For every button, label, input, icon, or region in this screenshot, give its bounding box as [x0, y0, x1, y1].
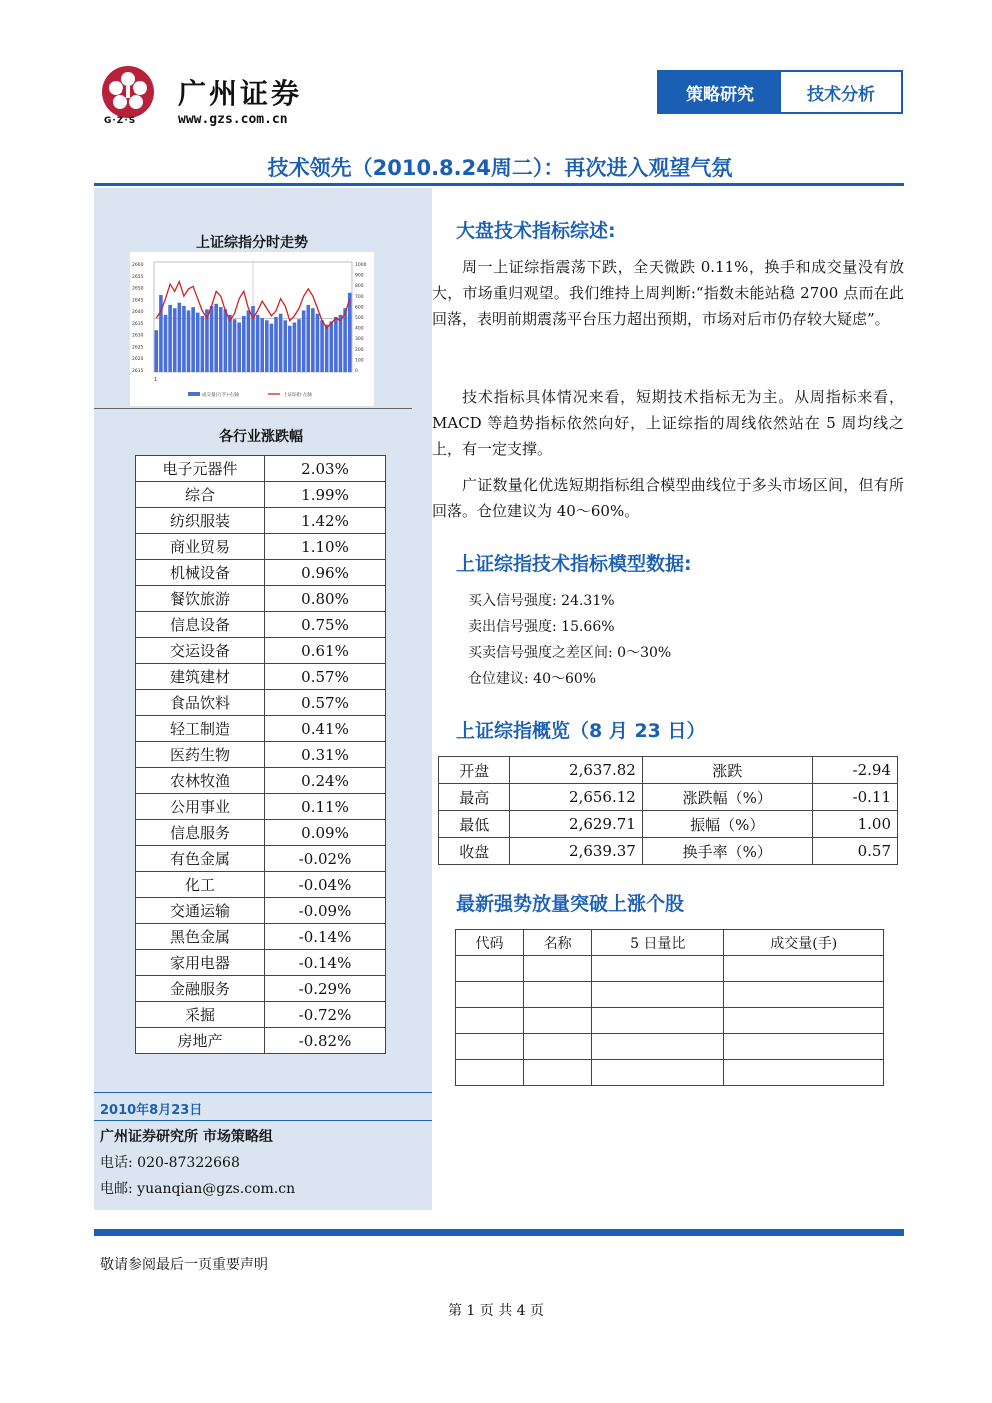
volume-bar — [265, 320, 269, 372]
stock-cell — [456, 1034, 524, 1060]
industry-row — [136, 612, 386, 638]
stock-cell — [456, 982, 524, 1008]
market-value: 2,629.71 — [510, 811, 642, 838]
market-summary-table — [438, 756, 898, 865]
stock-row — [456, 1034, 884, 1060]
model-line-position: 仓位建议: 40～60% — [468, 671, 597, 687]
y-left-tick: 2630 — [132, 333, 144, 339]
tag-technical: 技术分析 — [807, 84, 875, 105]
company-website[interactable]: www.gzs.com.cn — [178, 112, 288, 127]
stock-column-header: 代码 — [456, 930, 524, 956]
contact-phone: 电话: 020-87322668 — [100, 1155, 240, 1171]
industry-change: -0.14% — [265, 950, 386, 976]
intraday-chart-svg — [130, 252, 374, 406]
volume-bar — [288, 326, 292, 372]
industry-table-title: 各行业涨跌幅 — [219, 429, 303, 445]
model-line-diff: 买卖信号强度之差区间: 0～30% — [468, 645, 672, 661]
stock-cell — [592, 1034, 724, 1060]
industry-name: 电子元器件 — [136, 456, 265, 482]
industry-name: 医药生物 — [136, 742, 265, 768]
stock-column-header: 5 日量比 — [592, 930, 724, 956]
y-right-tick: 100 — [355, 358, 364, 364]
sidebar-divider — [94, 1092, 432, 1093]
market-value: 2,637.82 — [510, 757, 642, 784]
stock-header-row — [456, 930, 884, 956]
industry-change: 0.57% — [265, 664, 386, 690]
market-value: 1.00 — [812, 811, 897, 838]
industry-name: 金融服务 — [136, 976, 265, 1002]
industry-name: 采掘 — [136, 1002, 265, 1028]
y-left-tick: 2660 — [132, 263, 144, 268]
stock-cell — [724, 956, 884, 982]
industry-name: 化工 — [136, 872, 265, 898]
volume-bar — [228, 315, 232, 372]
industry-row — [136, 690, 386, 716]
volume-bar — [334, 317, 338, 372]
stock-cell — [724, 1034, 884, 1060]
chart-title: 上证综指分时走势 — [196, 235, 308, 251]
market-row — [439, 811, 898, 838]
industry-name: 食品饮料 — [136, 690, 265, 716]
stock-row — [456, 1060, 884, 1086]
volume-bar — [316, 314, 320, 372]
y-left-tick: 2635 — [132, 321, 144, 327]
industry-name: 黑色金属 — [136, 924, 265, 950]
volume-bar — [302, 310, 306, 372]
industry-name: 家用电器 — [136, 950, 265, 976]
volume-bar — [339, 315, 343, 372]
industry-name: 综合 — [136, 482, 265, 508]
stock-cell — [524, 1008, 592, 1034]
industry-change: -0.72% — [265, 1002, 386, 1028]
industry-change: 0.41% — [265, 716, 386, 742]
volume-bar — [210, 306, 214, 372]
volume-bar — [260, 318, 264, 372]
market-value: -2.94 — [812, 757, 897, 784]
volume-bar — [233, 319, 237, 372]
y-left-tick: 2620 — [132, 357, 144, 363]
market-value: 2,639.37 — [510, 838, 642, 865]
market-row — [439, 838, 898, 865]
volume-bar — [279, 314, 283, 372]
market-label: 开盘 — [439, 757, 510, 784]
market-label: 涨跌幅（%） — [642, 784, 812, 811]
industry-row — [136, 768, 386, 794]
y-right-tick: 600 — [355, 305, 364, 311]
market-value: -0.11 — [812, 784, 897, 811]
industry-name: 房地产 — [136, 1028, 265, 1054]
stock-cell — [524, 956, 592, 982]
industry-row — [136, 482, 386, 508]
title-divider — [94, 183, 904, 186]
stock-cell — [524, 1060, 592, 1086]
market-row — [439, 757, 898, 784]
industry-change: -0.02% — [265, 846, 386, 872]
industry-change: 2.03% — [265, 456, 386, 482]
volume-bar — [343, 308, 347, 372]
intraday-chart — [130, 252, 374, 406]
volume-bar — [274, 317, 278, 372]
industry-name: 农林牧渔 — [136, 768, 265, 794]
volume-bar — [178, 303, 182, 372]
contact-email[interactable]: 电邮: yuanqian@gzs.com.cn — [100, 1181, 296, 1197]
volume-bar — [224, 309, 228, 372]
industry-change: 0.24% — [265, 768, 386, 794]
industry-name: 机械设备 — [136, 560, 265, 586]
legend-index-label: 上证综指-左轴 — [283, 393, 312, 398]
volume-bar — [256, 315, 260, 372]
industry-name: 交运设备 — [136, 638, 265, 664]
y-right-tick: 300 — [355, 337, 364, 343]
y-left-tick: 2615 — [132, 369, 144, 374]
overview-heading: 大盘技术指标综述: — [456, 220, 616, 242]
industry-name: 建筑建材 — [136, 664, 265, 690]
industry-row — [136, 976, 386, 1002]
volume-bar — [182, 306, 186, 372]
sidebar-divider — [94, 1120, 432, 1121]
industry-row — [136, 742, 386, 768]
stock-row — [456, 1008, 884, 1034]
stock-cell — [456, 956, 524, 982]
volume-bar — [311, 308, 315, 372]
volume-bar — [247, 310, 251, 372]
industry-change: 0.61% — [265, 638, 386, 664]
stock-cell — [456, 1008, 524, 1034]
volume-bar — [325, 325, 329, 372]
industry-change: -0.14% — [265, 924, 386, 950]
industry-row — [136, 1028, 386, 1054]
company-abbr: G·Z·S — [104, 116, 137, 126]
industry-change: 0.80% — [265, 586, 386, 612]
market-label: 最高 — [439, 784, 510, 811]
volume-bar — [329, 321, 333, 372]
industry-row — [136, 794, 386, 820]
industry-row — [136, 950, 386, 976]
stock-cell — [724, 1008, 884, 1034]
y-left-tick: 2650 — [132, 286, 144, 292]
overview-paragraph: 广证数量化优选短期指标组合模型曲线位于多头市场区间，但有所回落。仓位建议为 40～60%。 — [432, 476, 904, 520]
overview-paragraph: 技术指标具体情况来看，短期技术指标无为主。从周指标来看，MACD 等趋势指标依然向好，上证综指的周线依然站在 5 周均线之上，有一定支撑。 — [432, 388, 904, 458]
industry-name: 商业贸易 — [136, 534, 265, 560]
volume-bar — [187, 310, 191, 372]
industry-row — [136, 638, 386, 664]
market-heading: 上证综指概览（8 月 23 日） — [456, 720, 706, 742]
volume-bar — [242, 316, 246, 372]
industry-change: -0.04% — [265, 872, 386, 898]
industry-row — [136, 560, 386, 586]
market-label: 涨跌 — [642, 757, 812, 784]
x-tick: 1 — [154, 377, 158, 383]
stock-row — [456, 956, 884, 982]
industry-name: 轻工制造 — [136, 716, 265, 742]
volume-bar — [283, 320, 287, 372]
industry-name: 信息设备 — [136, 612, 265, 638]
model-heading: 上证综指技术指标模型数据: — [456, 553, 692, 575]
industry-change: 0.96% — [265, 560, 386, 586]
industry-row — [136, 508, 386, 534]
industry-row — [136, 534, 386, 560]
volume-bar — [173, 308, 177, 372]
industry-row — [136, 924, 386, 950]
industry-row — [136, 716, 386, 742]
y-right-tick: 800 — [355, 284, 364, 290]
industry-change: -0.29% — [265, 976, 386, 1002]
market-value: 2,656.12 — [510, 784, 642, 811]
y-right-tick: 0 — [355, 369, 358, 374]
company-logo — [100, 64, 156, 120]
volume-bar — [270, 324, 274, 372]
stock-cell — [524, 1034, 592, 1060]
volume-bar — [196, 313, 200, 372]
disclaimer-note: 敬请参阅最后一页重要声明 — [100, 1257, 268, 1273]
volume-bar — [155, 330, 159, 372]
market-label: 最低 — [439, 811, 510, 838]
stock-cell — [724, 1060, 884, 1086]
stock-cell — [592, 956, 724, 982]
volume-bar — [164, 315, 168, 372]
industry-change: 0.57% — [265, 690, 386, 716]
market-label: 振幅（%） — [642, 811, 812, 838]
volume-bar — [320, 320, 324, 372]
market-value: 0.57 — [812, 838, 897, 865]
industry-change: 0.31% — [265, 742, 386, 768]
industry-row — [136, 586, 386, 612]
y-right-tick: 1000 — [355, 263, 367, 268]
company-name: 广州证券 — [178, 77, 303, 110]
industry-row — [136, 872, 386, 898]
stocks-heading: 最新强势放量突破上涨个股 — [456, 893, 685, 915]
industry-name: 纺织服装 — [136, 508, 265, 534]
volume-bar — [219, 307, 223, 372]
market-label: 换手率（%） — [642, 838, 812, 865]
industry-row — [136, 664, 386, 690]
industry-name: 公用事业 — [136, 794, 265, 820]
stock-column-header: 名称 — [524, 930, 592, 956]
industry-table — [135, 455, 386, 1054]
report-title: 技术领先（2010.8.24周二）：再次进入观望气氛 — [267, 156, 733, 180]
y-right-tick: 900 — [355, 273, 364, 279]
stock-cell — [456, 1060, 524, 1086]
report-category-tags — [657, 70, 903, 114]
industry-name: 交通运输 — [136, 898, 265, 924]
market-label: 收盘 — [439, 838, 510, 865]
y-left-tick: 2640 — [132, 310, 144, 316]
y-right-tick: 400 — [355, 326, 364, 332]
industry-row — [136, 456, 386, 482]
volume-bar — [201, 316, 205, 372]
y-left-tick: 2645 — [132, 298, 144, 304]
y-left-tick: 2625 — [132, 345, 144, 351]
y-right-tick: 200 — [355, 347, 364, 353]
industry-name: 信息服务 — [136, 820, 265, 846]
industry-change: -0.09% — [265, 898, 386, 924]
report-date: 2010年8月23日 — [100, 1103, 203, 1118]
industry-change: 0.75% — [265, 612, 386, 638]
stock-cell — [592, 1060, 724, 1086]
industry-row — [136, 1002, 386, 1028]
department: 广州证券研究所 市场策略组 — [100, 1129, 273, 1145]
stock-column-header: 成交量(手) — [724, 930, 884, 956]
y-right-tick: 500 — [355, 316, 364, 321]
industry-change: 0.09% — [265, 820, 386, 846]
industry-name: 餐饮旅游 — [136, 586, 265, 612]
industry-change: 1.99% — [265, 482, 386, 508]
stock-row — [456, 982, 884, 1008]
volume-bar — [306, 305, 310, 372]
tag-strategy: 策略研究 — [659, 72, 781, 112]
stock-cell — [524, 982, 592, 1008]
volume-bar — [214, 304, 218, 372]
industry-change: 0.11% — [265, 794, 386, 820]
industry-change: 1.42% — [265, 508, 386, 534]
sidebar-divider — [94, 408, 412, 409]
industry-row — [136, 820, 386, 846]
model-line-sell: 卖出信号强度: 15.66% — [468, 619, 615, 635]
volume-bar — [168, 305, 172, 372]
stock-cell — [592, 1008, 724, 1034]
volume-bar — [293, 323, 297, 373]
legend-volume-swatch — [188, 392, 200, 396]
industry-change: 1.10% — [265, 534, 386, 560]
volume-bar — [297, 319, 301, 372]
volume-bar — [191, 307, 195, 372]
y-left-tick: 2655 — [132, 274, 144, 280]
stock-cell — [592, 982, 724, 1008]
market-row — [439, 784, 898, 811]
footer-divider — [94, 1229, 904, 1236]
legend-volume-label: 成交量(万手)-右轴 — [202, 393, 239, 398]
page-number: 第 1 页 共 4 页 — [447, 1303, 545, 1319]
overview-paragraph: 周一上证综指震荡下跌，全天微跌 0.11%，换手和成交量没有放大，市场重归观望。我们维持上周判断:“指数未能站稳 2700 点而在此回落，表明前期震荡平台压力超出预期，市场对后市仍存较大疑虑”。 — [432, 258, 904, 328]
y-right-tick: 700 — [355, 294, 364, 300]
industry-change: -0.82% — [265, 1028, 386, 1054]
volume-bar — [237, 323, 241, 373]
industry-row — [136, 898, 386, 924]
stock-cell — [724, 982, 884, 1008]
industry-row — [136, 846, 386, 872]
model-line-buy: 买入信号强度: 24.31% — [468, 593, 615, 609]
logo-flower-icon — [100, 64, 156, 120]
industry-name: 有色金属 — [136, 846, 265, 872]
breakout-stocks-table — [455, 929, 884, 1086]
